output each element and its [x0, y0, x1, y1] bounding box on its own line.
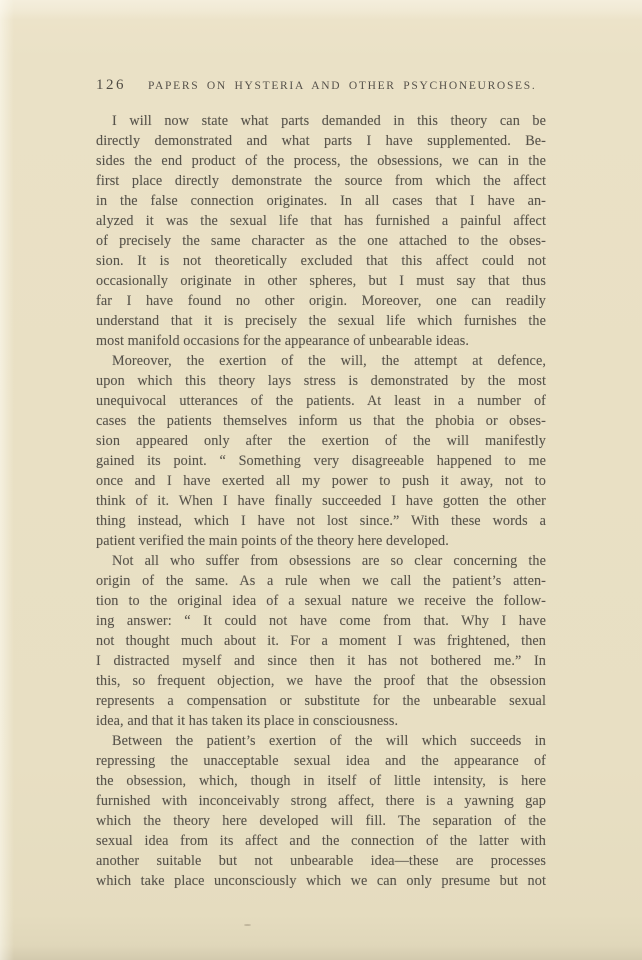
text-line: sides the end product of the process, the obsessions, we can in the: [96, 153, 546, 169]
text-line: gained its point. “ Something very disagreeable happened to me: [96, 453, 546, 469]
text-line: most manifold occasions for the appearance of unbearable ideas.: [96, 333, 470, 349]
text-line: alyzed it was the sexual life that has furnished a painful affect: [96, 213, 546, 229]
page-text: [96, 111, 546, 891]
text-line: first place directly demonstrate the source from which the affect: [96, 173, 546, 189]
text-line: understand that it is precisely the sexual life which furnishes the: [96, 313, 546, 329]
text-line: tion to the original idea of a sexual nature we receive the follow-: [96, 593, 546, 609]
text-line: origin of the same. As a rule when we call the patient’s atten-: [96, 573, 546, 589]
text-line: ing answer: “ It could not have come from that. Why I have: [96, 613, 546, 629]
text-line: I will now state what parts demanded in this theory can be: [112, 113, 546, 129]
text-line: once and I have exerted all my power to push it away, not to: [96, 473, 546, 489]
text-line: occasionally originate in other spheres, but I must say that thus: [96, 273, 546, 289]
text-line: represents a compensation or substitute for the unbearable sexual: [96, 693, 546, 709]
text-line: another suitable but not unbearable idea—these are processes: [96, 853, 546, 869]
text-line: the obsession, which, though in itself of little intensity, is here: [96, 773, 546, 789]
text-line: which the theory here developed will fill. The separation of the: [96, 813, 546, 829]
text-line: not thought much about it. For a moment I was frightened, then: [96, 633, 546, 649]
text-line: this, so frequent objection, we have the proof that the obsession: [96, 673, 546, 689]
paragraph: [96, 731, 546, 891]
text-line: patient verified the main points of the theory here developed.: [96, 533, 449, 549]
scan-speck: [244, 924, 251, 926]
text-line: sion appeared only after the exertion of the will manifestly: [96, 433, 546, 449]
text-line: upon which this theory lays stress is demonstrated by the most: [96, 373, 546, 389]
text-line: cases the patients themselves inform us that the phobia or obses-: [96, 413, 546, 429]
text-line: which take place unconsciously which we can only presume but not: [96, 873, 546, 889]
text-line: in the false connection originates. In all cases that I have an-: [96, 193, 546, 209]
text-line: sexual idea from its affect and the connection of the latter with: [96, 833, 546, 849]
text-line: I distracted myself and since then it has not bothered me.” In: [96, 653, 546, 669]
text-line: idea, and that it has taken its place in consciousness.: [96, 713, 399, 729]
text-line: thing instead, which I have not lost since.” With these words a: [96, 513, 546, 529]
page-header: [96, 77, 546, 94]
text-line: Between the patient’s exertion of the will which succeeds in: [112, 733, 546, 749]
text-line: repressing the unacceptable sexual idea and the appearance of: [96, 753, 546, 769]
paragraph: [96, 111, 546, 351]
text-line: furnished with inconceivably strong affect, there is a yawning gap: [96, 793, 546, 809]
page-number: 126: [96, 77, 126, 93]
text-line: Not all who suffer from obsessions are so clear concerning the: [112, 553, 546, 569]
paragraph: [96, 351, 546, 551]
text-line: far I have found no other origin. Moreover, one can readily: [96, 293, 546, 309]
text-line: think of it. When I have finally succeeded I have gotten the other: [96, 493, 546, 509]
text-line: Moreover, the exertion of the will, the attempt at defence,: [112, 353, 546, 369]
text-line: sion. It is not theoretically excluded that this affect could not: [96, 253, 546, 269]
running-title: PAPERS ON HYSTERIA AND OTHER PSYCHONEUROSES.: [148, 80, 537, 92]
text-line: unequivocal utterances of the patients. At least in a number of: [96, 393, 546, 409]
text-line: directly demonstrated and what parts I have supplemented. Be-: [96, 133, 546, 149]
paragraph: [96, 551, 546, 731]
text-line: of precisely the same character as the one attached to the obses-: [96, 233, 546, 249]
